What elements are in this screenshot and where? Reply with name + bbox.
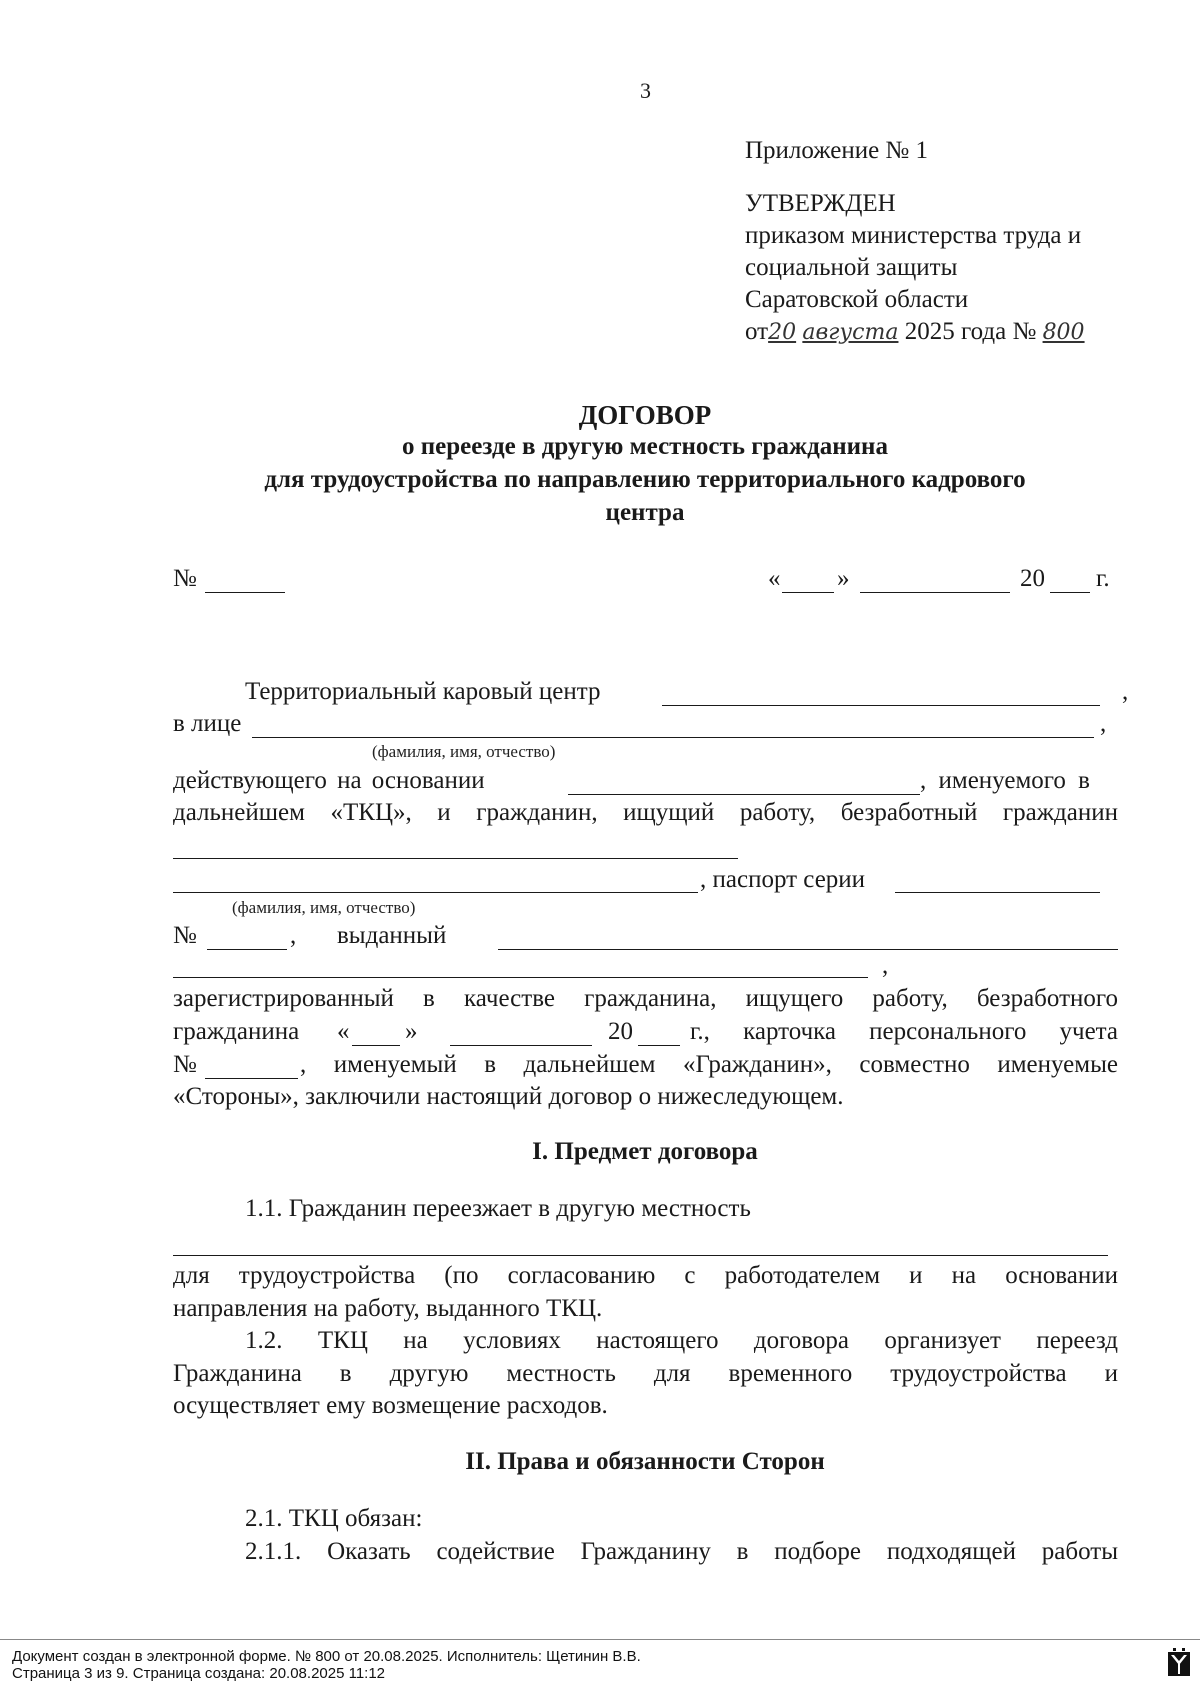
handwritten-month: августа bbox=[802, 320, 899, 345]
in-person-label: в лице bbox=[173, 710, 242, 737]
named-tkc-label: , именуемого в bbox=[920, 767, 1090, 794]
page-number: 3 bbox=[640, 78, 651, 103]
footer-line-1: Документ создан в электронной форме. № 800 от 20.08.2025. Исполнитель: Щетинин В.В. bbox=[12, 1648, 641, 1665]
citizen-name-blank-1 bbox=[173, 858, 738, 859]
emblem-icon bbox=[1168, 1648, 1190, 1676]
contract-number-label: № bbox=[173, 565, 197, 592]
date-year-suffix: г. bbox=[1096, 565, 1110, 592]
date-year-blank bbox=[1050, 592, 1090, 593]
representative-blank bbox=[252, 737, 1094, 738]
passport-series-label: , паспорт серии bbox=[700, 866, 866, 893]
approved-label: УТВЕРЖДЕН bbox=[745, 190, 896, 217]
acting-on-label: действующего на основании bbox=[173, 767, 485, 794]
handwritten-number: 800 bbox=[1042, 320, 1085, 345]
reg-close-quote: » bbox=[405, 1018, 418, 1045]
registered-line: зарегистрированный в качестве гражданина, ищущего работу, безработного bbox=[173, 985, 1118, 1012]
doc-subtitle-3: центра bbox=[605, 499, 685, 526]
issued-by-blank-2 bbox=[173, 977, 868, 978]
card-label: г., карточка персонального учета bbox=[690, 1018, 1118, 1045]
date-month-blank bbox=[860, 592, 1010, 593]
tkc-label: Территориальный каровый центр bbox=[245, 678, 601, 705]
paragraph-line-4: дальнейшем «ТКЦ», и гражданин, ищущий работу, безработный гражданин bbox=[173, 799, 1118, 826]
reg-month-blank bbox=[450, 1045, 592, 1046]
basis-blank bbox=[568, 794, 920, 795]
fio-hint: (фамилия, имя, отчество) bbox=[372, 742, 556, 761]
comma-3: , bbox=[290, 922, 297, 949]
tkc-name-blank bbox=[662, 705, 1100, 706]
clause-2-1-1: 2.1.1. Оказать содействие Гражданину в подборе подходящей работы bbox=[245, 1538, 1118, 1565]
date-year: 2025 года № bbox=[904, 318, 1037, 345]
fio-hint-2: (фамилия, имя, отчество) bbox=[232, 898, 416, 917]
citizen-name-blank-2 bbox=[173, 892, 698, 893]
clause-1-1: 1.1. Гражданин переезжает в другую местность bbox=[245, 1195, 751, 1222]
date-day-blank bbox=[782, 592, 834, 593]
citizen-label: гражданина bbox=[173, 1018, 300, 1045]
comma-1: , bbox=[1122, 678, 1129, 705]
footer-divider bbox=[0, 1639, 1200, 1640]
clause-1-1-line-3: направления на работу, выданного ТКЦ. bbox=[173, 1295, 603, 1322]
passport-series-blank bbox=[895, 892, 1100, 893]
passport-number-blank bbox=[207, 949, 287, 950]
clause-1-2-line-2: Гражданина в другую местность для временного трудоустройства и bbox=[173, 1360, 1118, 1387]
named-citizen-line: , именуемый в дальнейшем «Гражданин», совместно именуемые bbox=[300, 1051, 1118, 1078]
clause-1-2-line-1: 1.2. ТКЦ на условиях настоящего договора организует переезд bbox=[245, 1327, 1118, 1354]
clause-1-1-line-2: для трудоустройства (по согласованию с работодателем и на основании bbox=[173, 1262, 1118, 1289]
issued-label: выданный bbox=[337, 922, 447, 949]
approval-line-1: приказом министерства труда и bbox=[745, 222, 1082, 249]
section-1-heading: I. Предмет договора bbox=[532, 1138, 758, 1165]
reg-open-quote: « bbox=[337, 1018, 350, 1045]
issued-by-blank-1 bbox=[498, 949, 1118, 950]
clause-1-2-line-3: осуществляет ему возмещение расходов. bbox=[173, 1392, 608, 1419]
approval-line-3: Саратовской области bbox=[745, 286, 969, 313]
card-number-label: № bbox=[173, 1051, 197, 1078]
clause-2-1: 2.1. ТКЦ обязан: bbox=[245, 1505, 423, 1532]
doc-title: ДОГОВОР bbox=[578, 400, 712, 430]
date-prefix: от bbox=[745, 318, 769, 345]
section-2-heading: II. Права и обязанности Сторон bbox=[465, 1448, 825, 1475]
approval-date-line bbox=[745, 318, 1085, 346]
handwritten-day: 20 bbox=[768, 320, 797, 345]
comma-2: , bbox=[1100, 710, 1107, 737]
passport-number-label: № bbox=[173, 922, 197, 949]
appendix-label: Приложение № 1 bbox=[745, 137, 929, 164]
approval-line-2: социальной защиты bbox=[745, 254, 958, 281]
date-open-quote: « bbox=[768, 565, 781, 592]
doc-subtitle-1: о переезде в другую местность гражданина bbox=[402, 433, 888, 460]
contract-number-blank bbox=[205, 592, 285, 593]
date-century: 20 bbox=[1020, 565, 1045, 592]
card-number-blank bbox=[205, 1078, 298, 1079]
destination-blank bbox=[173, 1255, 1108, 1256]
comma-4: , bbox=[882, 952, 889, 979]
footer-line-2: Страница 3 из 9. Страница создана: 20.08.2025 11:12 bbox=[12, 1665, 386, 1682]
doc-subtitle-2: для трудоустройства по направлению территориального кадрового bbox=[264, 466, 1026, 493]
date-close-quote: » bbox=[837, 565, 850, 592]
reg-century: 20 bbox=[608, 1018, 633, 1045]
reg-year-blank bbox=[638, 1045, 680, 1046]
parties-line: «Стороны», заключили настоящий договор о нижеследующем. bbox=[173, 1083, 844, 1110]
reg-day-blank bbox=[352, 1045, 400, 1046]
